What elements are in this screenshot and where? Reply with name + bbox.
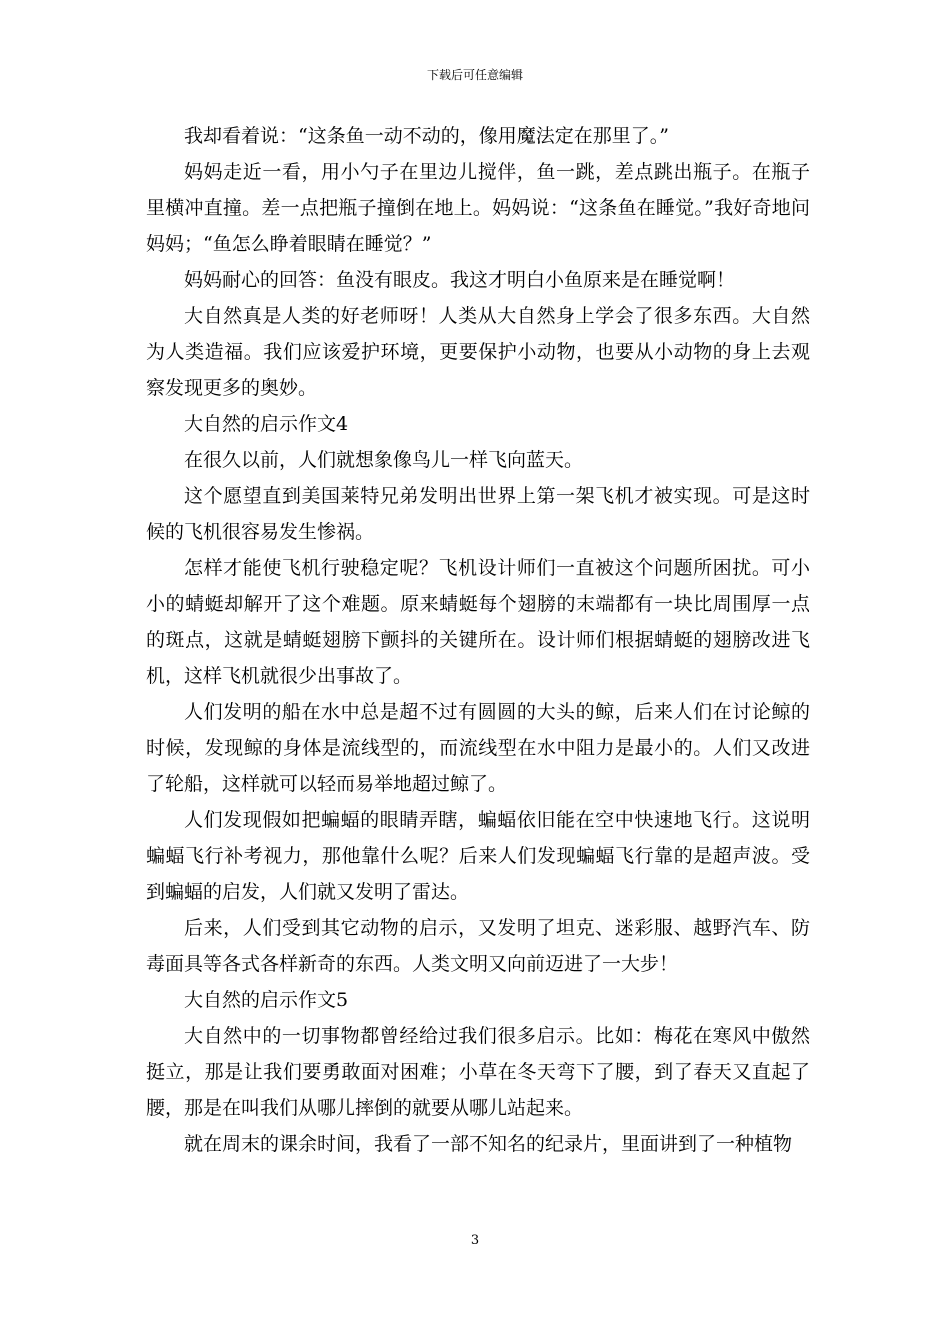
section-heading: 大自然的启示作文4 <box>184 413 349 435</box>
page-number: 3 <box>470 1233 480 1248</box>
document-body <box>146 118 810 1162</box>
paragraph: 我却看着说：“这条鱼一动不动的，像用魔法定在那里了。” <box>184 125 669 147</box>
paragraph: 大自然真是人类的好老师呀！人类从大自然身上学会了很多东西。大自然为人类造福。我们应该爱护环境，更要保护小动物，也要从小动物的身上去观察发现更多的奥妙。 <box>146 305 810 399</box>
paragraph: 人们发现假如把蝙蝠的眼睛弄瞎，蝙蝠依旧能在空中快速地飞行。这说明蝙蝠飞行补考视力，那他靠什么呢？后来人们发现蝙蝠飞行靠的是超声波。受到蝙蝠的启发，人们就又发明了雷达。 <box>146 809 810 903</box>
section-heading: 大自然的启示作文5 <box>184 989 349 1011</box>
paragraph: 后来，人们受到其它动物的启示，又发明了坦克、迷彩服、越野汽车、防毒面具等各式各样新奇的东西。人类文明又向前迈进了一大步！ <box>146 917 810 975</box>
paragraph: 在很久以前，人们就想象像鸟儿一样飞向蓝天。 <box>184 449 584 471</box>
paragraph: 就在周末的课余时间，我看了一部不知名的纪录片，里面讲到了一种植物 <box>184 1133 793 1155</box>
paragraph: 妈妈耐心的回答：鱼没有眼皮。我这才明白小鱼原来是在睡觉啊！ <box>184 269 736 291</box>
paragraph: 人们发明的船在水中总是超不过有圆圆的大头的鲸，后来人们在讨论鲸的时候，发现鲸的身体是流线型的，而流线型在水中阻力是最小的。人们又改进了轮船，这样就可以轻而易举地超过鲸了。 <box>146 701 810 795</box>
paragraph: 妈妈走近一看，用小勺子在里边儿搅伴，鱼一跳，差点跳出瓶子。在瓶子里横冲直撞。差一点把瓶子撞倒在地上。妈妈说：“这条鱼在睡觉。”我好奇地问妈妈；“鱼怎么睁着眼睛在睡觉？” <box>146 161 810 255</box>
paragraph: 大自然中的一切事物都曾经给过我们很多启示。比如：梅花在寒风中傲然挺立，那是让我们要勇敢面对困难；小草在冬天弯下了腰，到了春天又直起了腰，那是在叫我们从哪儿摔倒的就要从哪儿站起来。 <box>146 1025 810 1119</box>
paragraph: 这个愿望直到美国莱特兄弟发明出世界上第一架飞机才被实现。可是这时候的飞机很容易发生惨祸。 <box>146 485 810 543</box>
paragraph: 怎样才能使飞机行驶稳定呢？飞机设计师们一直被这个问题所困扰。可小小的蜻蜓却解开了这个难题。原来蜻蜓每个翅膀的末端都有一块比周围厚一点的斑点，这就是蜻蜓翅膀下颤抖的关键所在。设计师们根据蜻蜓的翅膀改进飞机，这样飞机就很少出事故了。 <box>146 557 810 687</box>
page-header: 下载后可任意编辑 <box>426 68 523 82</box>
